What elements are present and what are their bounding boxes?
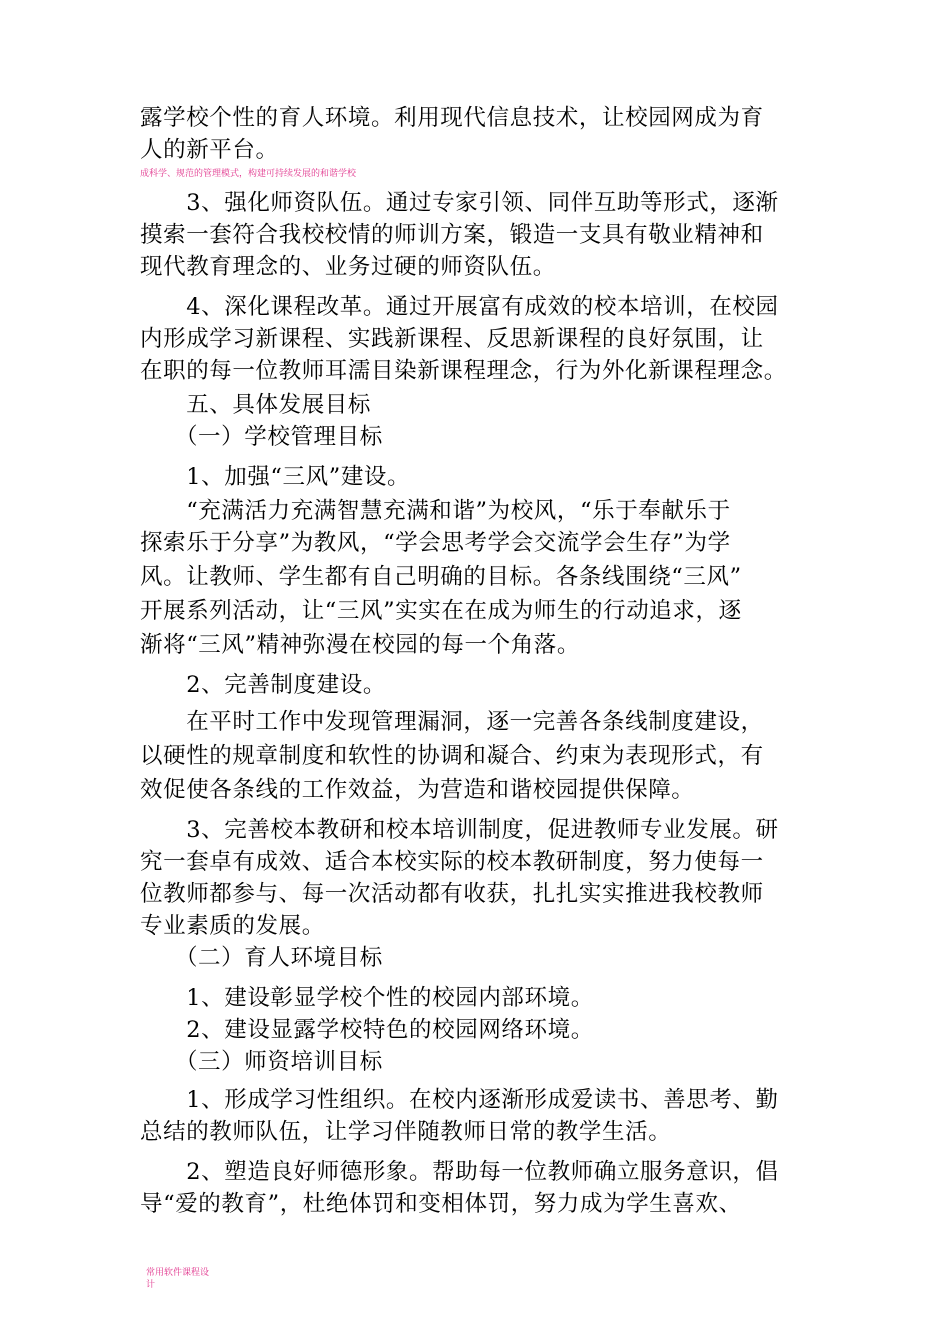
- paragraph-line: 专业素质的发展。: [140, 913, 325, 939]
- paragraph-line: 开展系列活动，让“三风”实实在在成为师生的行动追求，逐: [140, 598, 742, 624]
- paragraph-line: 位教师都参与、每一次活动都有收获，扎扎实实推进我校教师: [140, 881, 764, 907]
- paragraph-line: 在平时工作中发现管理漏洞，逐一完善各条线制度建设，: [140, 709, 764, 735]
- paragraph-line: 风。让教师、学生都有自己明确的目标。各条线围绕“三风”: [140, 564, 742, 590]
- paragraph-line: 导“爱的教育”，杜绝体罚和变相体罚，努力成为学生喜欢、: [140, 1191, 742, 1217]
- paragraph-line: 2、完善制度建设。: [140, 672, 386, 698]
- paragraph-line: 究一套卓有成效、适合本校实际的校本教研制度，努力使每一: [140, 849, 764, 875]
- paragraph-line: 露学校个性的育人环境。利用现代信息技术，让校园网成为育: [140, 105, 764, 131]
- paragraph-line: 探索乐于分享”为教风，“学会思考学会交流学会生存”为学: [140, 530, 731, 556]
- subsection-heading: （一）学校管理目标: [140, 424, 383, 450]
- footer-note-line2: 计: [146, 1280, 156, 1290]
- paragraph-line: 3、完善校本教研和校本培训制度，促进教师专业发展。研: [140, 817, 779, 843]
- paragraph-line: 4、深化课程改革。通过开展富有成效的校本培训，在校园: [140, 294, 779, 320]
- header-note: 成科学、规范的管理模式，构建可持续发展的和谐学校: [140, 169, 357, 179]
- paragraph-line: 1、加强“三风”建设。: [140, 464, 411, 490]
- paragraph-line: 摸索一套符合我校校情的师训方案，锻造一支具有敬业精神和: [140, 222, 764, 248]
- paragraph-line: 在职的每一位教师耳濡目染新课程理念，行为外化新课程理念。: [140, 358, 787, 384]
- subsection-heading: （三）师资培训目标: [140, 1049, 383, 1075]
- paragraph-line: 现代教育理念的、业务过硬的师资队伍。: [140, 254, 556, 280]
- subsection-heading: （二）育人环境目标: [140, 945, 383, 971]
- paragraph-line: 1、形成学习性组织。在校内逐渐形成爱读书、善思考、勤: [140, 1087, 779, 1113]
- paragraph-line: 3、强化师资队伍。通过专家引领、同伴互助等形式，逐渐: [140, 190, 779, 216]
- paragraph-line: 2、塑造良好师德形象。帮助每一位教师确立服务意识，倡: [140, 1159, 779, 1185]
- paragraph-line: 1、建设彰显学校个性的校园内部环境。: [140, 985, 594, 1011]
- section-heading: 五、具体发展目标: [140, 392, 372, 418]
- paragraph-line: 2、建设显露学校特色的校园网络环境。: [140, 1017, 594, 1043]
- footer-note-line1: 常用软件课程设: [146, 1268, 210, 1278]
- paragraph-line: 内形成学习新课程、实践新课程、反思新课程的良好氛围，让: [140, 326, 764, 352]
- paragraph-line: 总结的教师队伍，让学习伴随教师日常的教学生活。: [140, 1119, 672, 1145]
- paragraph-line: “充满活力充满智慧充满和谐”为校风，“乐于奉献乐于: [140, 498, 731, 524]
- paragraph-line: 效促使各条线的工作效益，为营造和谐校园提供保障。: [140, 777, 695, 803]
- paragraph-line: 渐将“三风”精神弥漫在校园的每一个角落。: [140, 632, 581, 658]
- paragraph-line: 人的新平台。: [140, 137, 279, 163]
- paragraph-line: 以硬性的规章制度和软性的协调和凝合、约束为表现形式，有: [140, 743, 764, 769]
